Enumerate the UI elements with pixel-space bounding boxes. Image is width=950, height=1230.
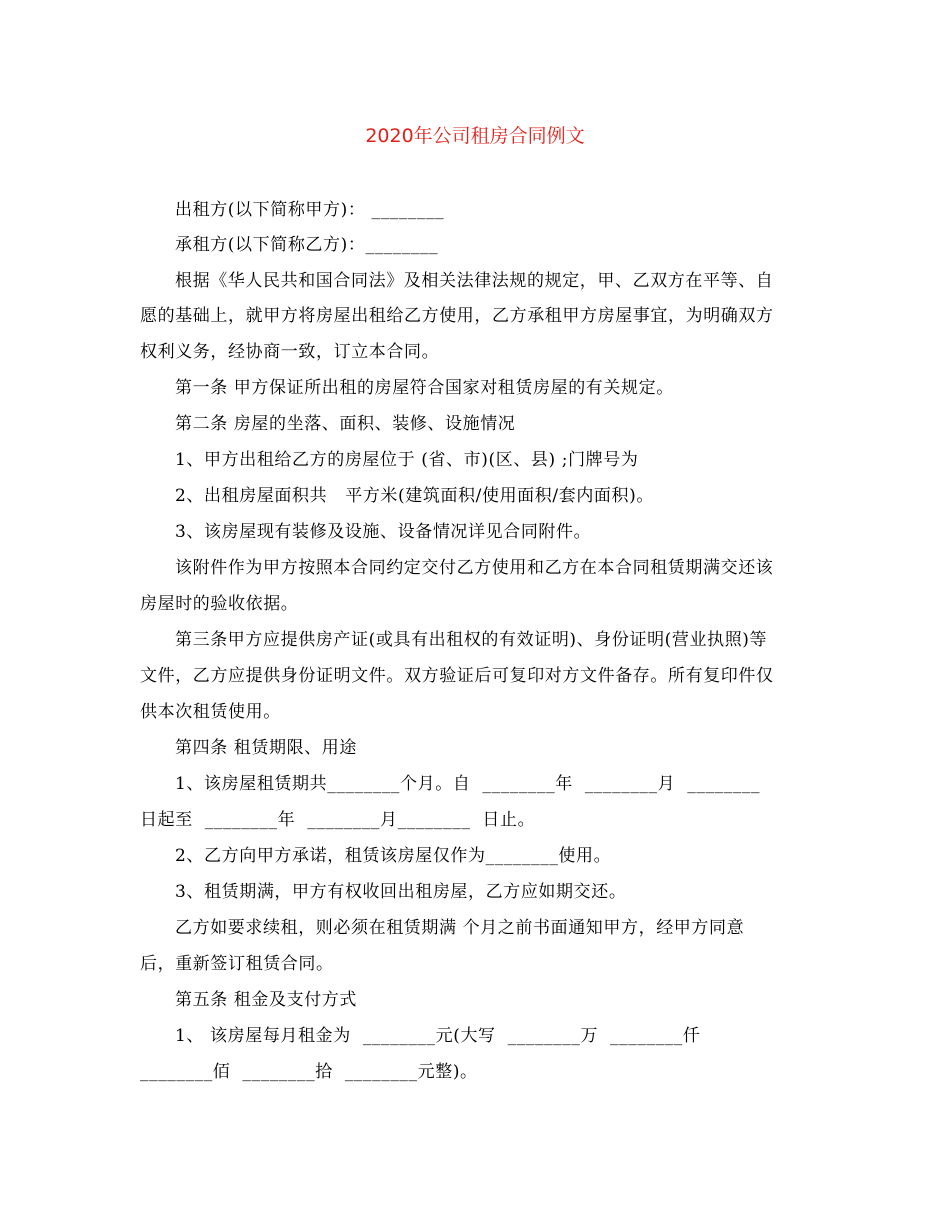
- article-2-heading: 第二条 房屋的坐落、面积、装修、设施情况: [175, 414, 516, 434]
- renewal-line-2: 后，重新签订租赁合同。: [140, 954, 334, 974]
- lessee-line: 承租方(以下简称乙方)：________: [175, 235, 439, 255]
- article-3-line-2: 文件，乙方应提供身份证明文件。双方验证后可复印对方文件备存。所有复印件仅: [140, 666, 774, 686]
- article-5-item-1-line-1: 1、 该房屋每月租金为 ________元(大写 ________万 ________仟: [175, 1026, 701, 1046]
- article-4-item-1-line-1: 1、该房屋租赁期共________个月。自 ________年 ________月 ________: [175, 774, 761, 794]
- article-4-item-1-line-2: 日起至 ________年 ________月________ 日止。: [140, 810, 536, 830]
- preamble-line-1: 根据《华人民共和国合同法》及相关法律法规的规定，甲、乙双方在平等、自: [175, 271, 774, 291]
- article-5-heading: 第五条 租金及支付方式: [175, 990, 358, 1010]
- annex-line-2: 房屋时的验收依据。: [140, 594, 299, 614]
- article-2-item-3: 3、该房屋现有装修及设施、设备情况详见合同附件。: [175, 522, 592, 542]
- article-4-item-2: 2、乙方向甲方承诺，租赁该房屋仅作为________使用。: [175, 846, 612, 866]
- article-2-item-2: 2、出租房屋面积共 平方米(建筑面积/使用面积/套内面积)。: [175, 486, 654, 506]
- document-title: 2020年公司租房合同例文: [365, 125, 585, 147]
- article-3-line-1: 第三条甲方应提供房产证(或具有出租权的有效证明)、身份证明(营业执照)等: [175, 630, 768, 650]
- renewal-line-1: 乙方如要求续租，则必须在租赁期满 个月之前书面通知甲方，经甲方同意: [175, 918, 745, 938]
- article-1: 第一条 甲方保证所出租的房屋符合国家对租赁房屋的有关规定。: [175, 378, 674, 398]
- preamble-line-2: 愿的基础上，就甲方将房屋出租给乙方使用，乙方承租甲方房屋事宜，为明确双方: [140, 306, 774, 326]
- article-4-item-3: 3、租赁期满，甲方有权收回出租房屋，乙方应如期交还。: [175, 882, 627, 902]
- preamble-line-3: 权利义务，经协商一致，订立本合同。: [140, 342, 440, 362]
- lessor-line: 出租方(以下简称甲方)： ________: [175, 200, 445, 220]
- article-5-item-1-line-2: ________佰 ________拾 ________元整)。: [140, 1062, 478, 1082]
- article-2-item-1: 1、甲方出租给乙方的房屋位于 (省、市)(区、县) ;门牌号为: [175, 450, 639, 470]
- annex-line-1: 该附件作为甲方按照本合同约定交付乙方使用和乙方在本合同租赁期满交还该: [175, 558, 774, 578]
- article-4-heading: 第四条 租赁期限、用途: [175, 738, 358, 758]
- article-3-line-3: 供本次租赁使用。: [140, 702, 281, 722]
